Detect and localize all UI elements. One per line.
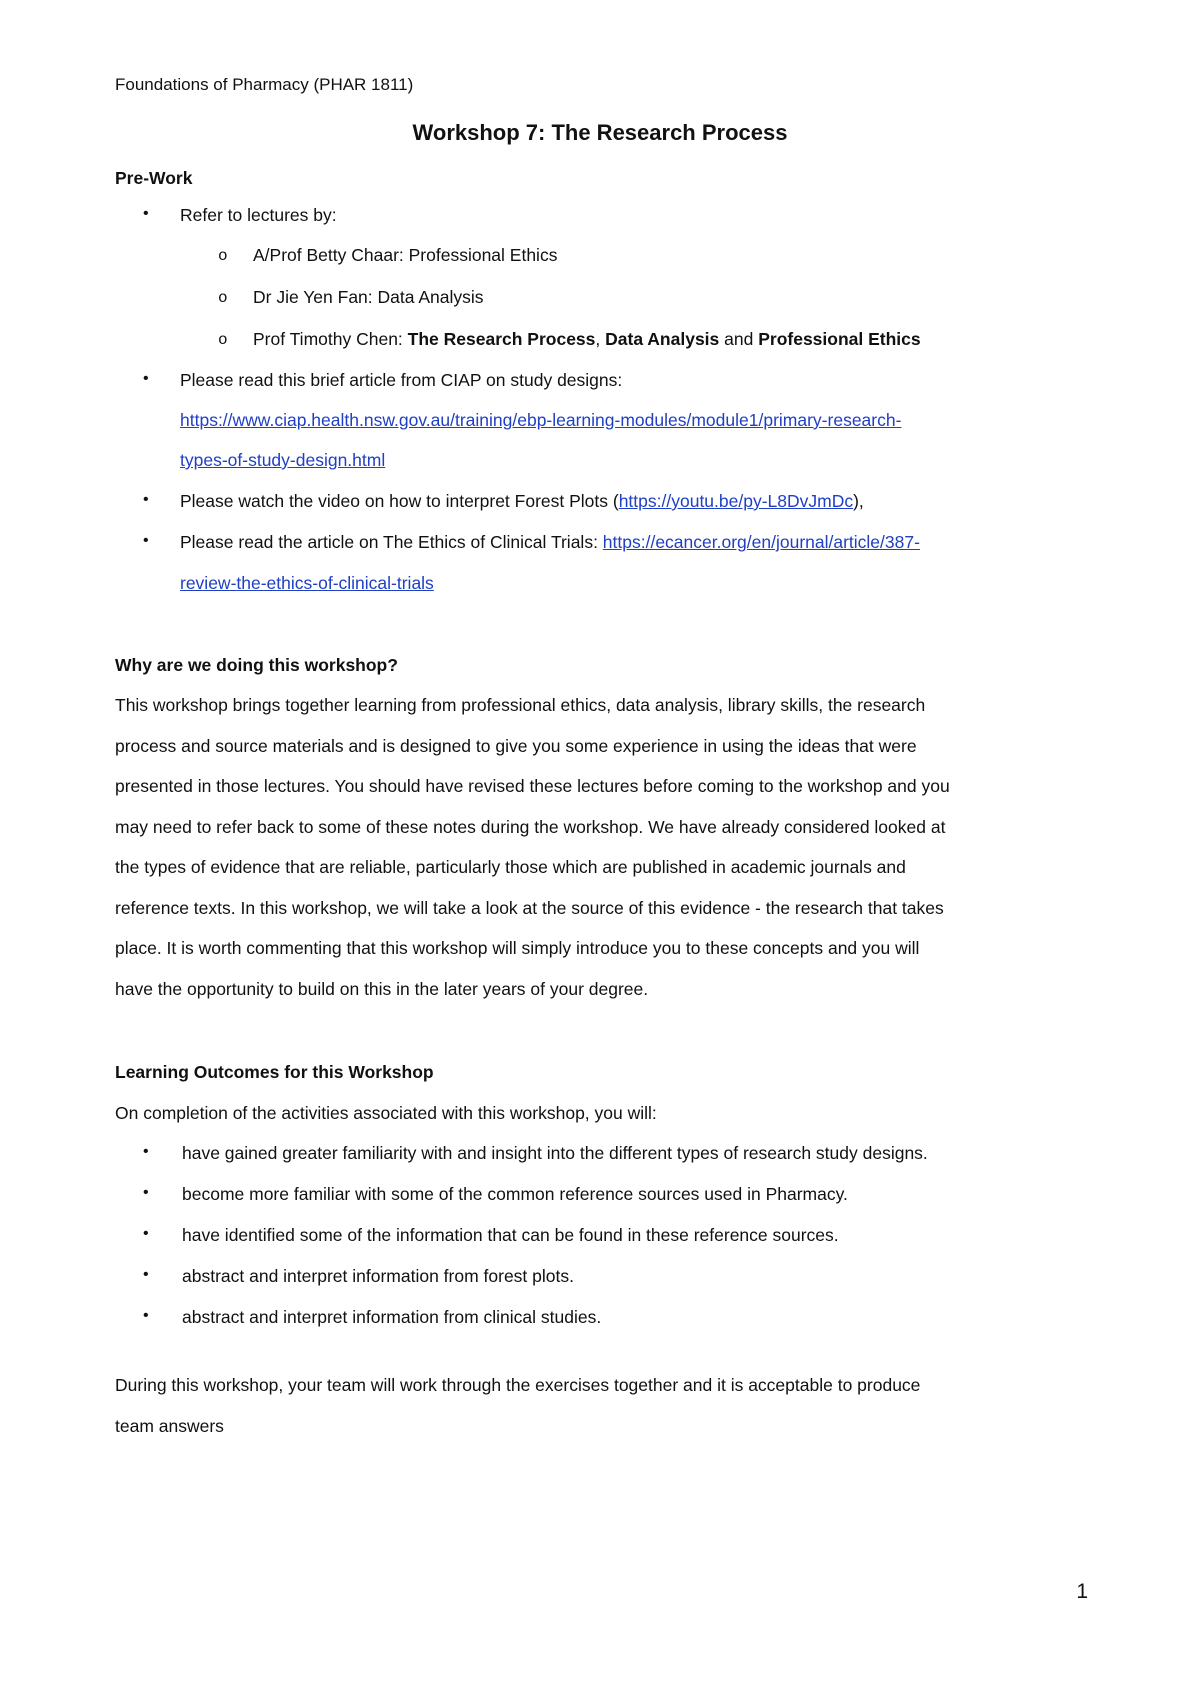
why-line: place. It is worth commenting that this workshop will simply introduce you to these concepts and you will — [115, 938, 920, 958]
outcomes-heading: Learning Outcomes for this Workshop — [115, 1062, 434, 1082]
bullet-icon: • — [143, 1184, 149, 1201]
lecture-item — [253, 329, 921, 350]
outcome-item: have gained greater familiarity with and insight into the different types of research study designs. — [182, 1143, 928, 1163]
outcome-item: become more familiar with some of the common reference sources used in Pharmacy. — [182, 1184, 848, 1204]
why-line: presented in those lectures. You should have revised these lectures before coming to the workshop and you — [115, 776, 950, 796]
ecancer-link-line1[interactable]: https://ecancer.org/en/journal/article/387- — [602, 532, 920, 552]
video-text — [180, 491, 864, 512]
ciap-link-cont[interactable] — [180, 450, 385, 471]
lecture-item: Dr Jie Yen Fan: Data Analysis — [253, 287, 484, 307]
lecture-item-start: Prof Timothy Chen: — [253, 329, 408, 349]
why-line: reference texts. In this workshop, we will take a look at the source of this evidence - the research that takes — [115, 897, 944, 918]
why-line: the types of evidence that are reliable, particularly those which are published in academic journals and — [115, 857, 906, 877]
outcomes-intro: On completion of the activities associated with this workshop, you will: — [115, 1103, 657, 1123]
lecture-item: A/Prof Betty Chaar: Professional Ethics — [253, 245, 558, 265]
why-heading: Why are we doing this workshop? — [115, 655, 398, 675]
prework-heading: Pre-Work — [115, 168, 193, 188]
ciap-link-line2[interactable]: types-of-study-design.html — [180, 450, 386, 470]
why-line: This workshop brings together learning from professional ethics, data analysis, library skills, the research — [115, 695, 926, 715]
sub-bullet-icon: o — [218, 289, 228, 307]
closing-line: During this workshop, your team will work through the exercises together and it is acceptable to produce — [115, 1375, 921, 1395]
sub-bullet-icon: o — [218, 247, 228, 265]
ethics-article-before: Please read the article on The Ethics of Clinical Trials: — [180, 532, 603, 552]
ecancer-link-cont[interactable] — [180, 573, 434, 594]
ciap-link[interactable] — [180, 410, 901, 431]
why-paragraph — [115, 685, 950, 1009]
youtube-link[interactable]: https://youtu.be/py-L8DvJmDc — [618, 491, 854, 511]
lecture-bold-ethics: Professional Ethics — [758, 329, 921, 349]
bullet-icon: • — [143, 1307, 149, 1324]
outcome-item: have identified some of the information that can be found in these reference sources. — [182, 1225, 839, 1245]
video-text-before: Please watch the video on how to interpret Forest Plots ( — [180, 491, 619, 511]
outcome-item: abstract and interpret information from forest plots. — [182, 1266, 574, 1286]
running-header: Foundations of Pharmacy (PHAR 1811) — [115, 75, 414, 94]
page-title: Workshop 7: The Research Process — [412, 120, 788, 145]
page-number: 1 — [1076, 1580, 1088, 1603]
sub-bullet-icon: o — [218, 331, 228, 349]
bullet-icon: • — [143, 1143, 149, 1160]
read-article-text: Please read this brief article from CIAP on study designs: — [180, 370, 623, 390]
refer-text: Refer to lectures by: — [180, 205, 337, 225]
ethics-article-text — [180, 532, 920, 553]
bullet-icon: • — [143, 1225, 149, 1242]
why-line: have the opportunity to build on this in the later years of your degree. — [115, 978, 649, 999]
outcome-item: abstract and interpret information from clinical studies. — [182, 1307, 602, 1327]
why-line: process and source materials and is designed to give you some experience in using the ideas that were — [115, 735, 917, 756]
why-line: may need to refer back to some of these notes during the workshop. We have already considered looked at — [115, 816, 946, 837]
lecture-separator: and — [719, 329, 759, 349]
bullet-icon: • — [143, 1266, 149, 1283]
bullet-icon: • — [143, 532, 149, 549]
lecture-bold-research-process: The Research Process — [407, 329, 596, 349]
bullet-icon: • — [143, 370, 149, 387]
lecture-separator: , — [595, 329, 606, 349]
ecancer-link-line2[interactable]: review-the-ethics-of-clinical-trials — [180, 573, 434, 593]
video-text-after: ), — [853, 491, 864, 511]
bullet-icon: • — [143, 491, 149, 508]
lecture-bold-data-analysis: Data Analysis — [605, 329, 720, 349]
ciap-link-line1[interactable]: https://www.ciap.health.nsw.gov.au/training/ebp-learning-modules/module1/primary-research- — [180, 410, 902, 430]
closing-line: team answers — [115, 1416, 224, 1436]
bullet-icon: • — [143, 205, 149, 222]
